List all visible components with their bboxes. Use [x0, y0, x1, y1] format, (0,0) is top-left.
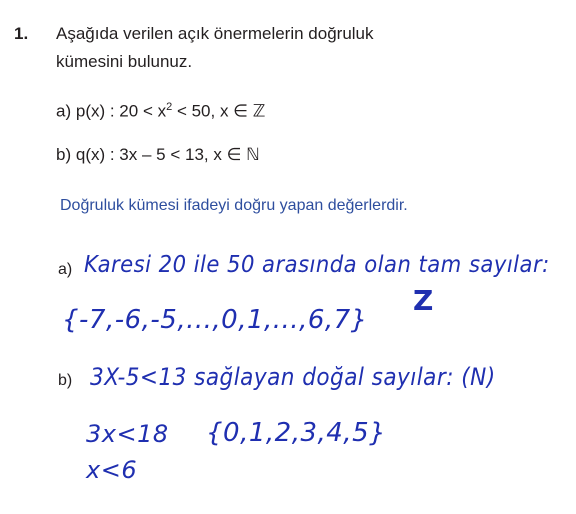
hw-b-label: b) [58, 372, 73, 389]
hw-b-line: 3X-5<13 sağlayan doğal sayılar: (N) [90, 363, 496, 391]
part-b-text: q(x) : 3x – 5 < 13, x ∈ ℕ [75, 145, 260, 164]
part-a-text-after: < 50, x ∈ ℤ [172, 101, 266, 121]
hw-a-label: a) [58, 261, 73, 278]
part-b [56, 145, 260, 165]
part-b-label: b) [56, 145, 72, 164]
definition-note: Doğruluk kümesi ifadeyi doğru yapan değerlerdir. [60, 197, 408, 214]
part-a-exponent: 2 [166, 101, 173, 113]
part-a-text-before: p(x) : 20 < x [75, 101, 167, 121]
question-text-line1: Aşağıda verilen açık önermelerin doğruluk [56, 24, 374, 43]
question-text-line2: kümesini bulunuz. [56, 52, 193, 71]
question-number: 1. [14, 24, 29, 43]
hw-b-step2: x<6 [86, 456, 138, 484]
hw-a-set: {-7,-6,-5,...,0,1,...,6,7} [62, 305, 368, 335]
part-a [56, 101, 265, 122]
hw-b-step1: 3x<18 [86, 420, 169, 448]
hw-b-set: {0,1,2,3,4,5} [206, 418, 387, 448]
hw-a-z: Z [413, 284, 434, 317]
hw-a-line: Karesi 20 ile 50 arasında olan tam sayılar: [84, 252, 550, 278]
part-a-label: a) [56, 101, 72, 121]
